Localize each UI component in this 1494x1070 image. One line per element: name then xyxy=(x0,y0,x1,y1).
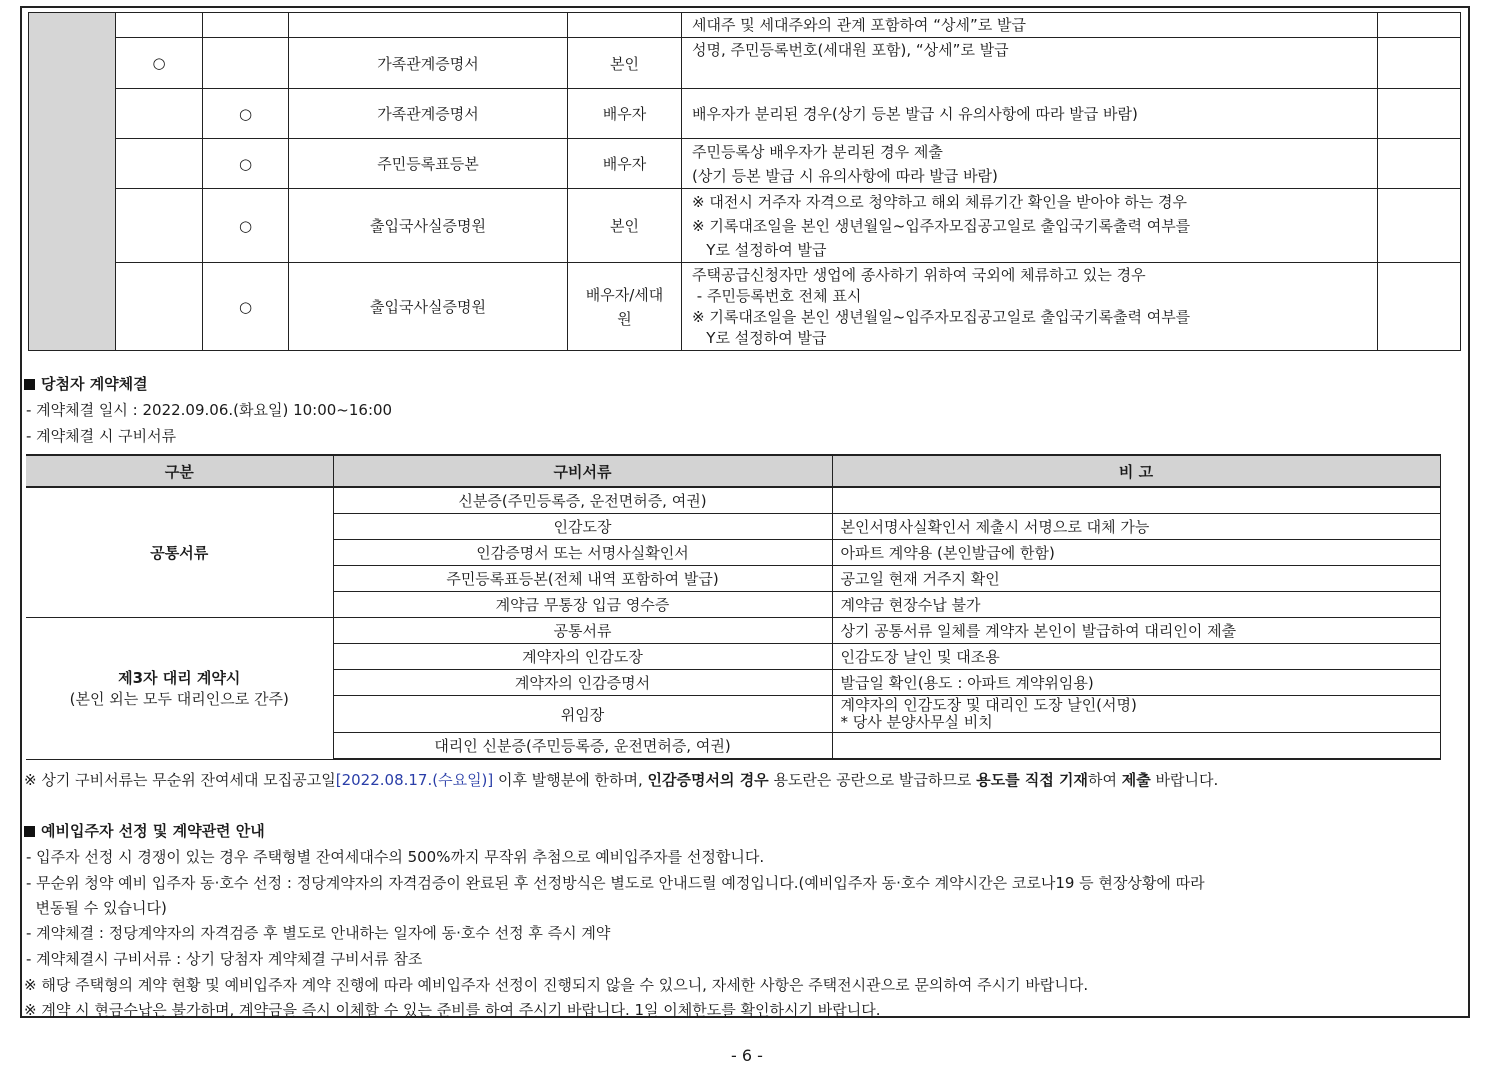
reserve-line: 변동될 수 있습니다) xyxy=(26,899,167,917)
table-row: 주민등록표등본(전체 내역 포함하여 발급) 공고일 현재 거주지 확인 xyxy=(26,566,1440,592)
note-cell: ※ 대전시 거주자 자격으로 청약하고 해외 체류기간 확인을 받아야 하는 경우 ※ 기록대조일을 본인 생년월일~입주자모집공고일로 출입국기록출력 여부를 Y로 설정하여 발급 xyxy=(682,189,1378,263)
required-documents-table xyxy=(28,12,1461,351)
page-number: - 6 - xyxy=(731,1046,763,1065)
reserve-line: - 계약체결시 구비서류 : 상기 당첨자 계약체결 구비서류 참조 xyxy=(26,950,423,968)
required-mark xyxy=(116,139,203,189)
group-common: 공통서류 xyxy=(26,487,333,618)
conditional-mark: ○ xyxy=(203,89,289,139)
table-header-row xyxy=(26,455,1440,487)
contract-footnote: ※ 상기 구비서류는 무순위 잔여세대 모집공고일[2022.08.17.(수요일)] 이후 발행분에 한하며, 인감증명서의 경우 용도란은 공란으로 발급하므로 용도를 직접 기재하여 제출 바랍니다. xyxy=(24,771,1219,789)
note-cell: 배우자가 분리된 경우(상기 등본 발급 시 유의사항에 따라 발급 바람) xyxy=(682,89,1378,139)
required-mark xyxy=(116,189,203,263)
table-row: 인감증명서 또는 서명사실확인서 아파트 계약용 (본인발급에 한함) xyxy=(26,540,1440,566)
group-proxy: 제3자 대리 계약시 (본인 외는 모두 대리인으로 간주) xyxy=(26,618,333,760)
document-name: 가족관계증명서 xyxy=(289,89,568,139)
table-row xyxy=(29,38,1461,89)
reserve-section-title: 예비입주자 선정 및 계약관련 안내 xyxy=(24,820,265,841)
subject: 본인 xyxy=(568,38,682,89)
reserve-line: - 입주자 선정 시 경쟁이 있는 경우 주택형별 잔여세대수의 500%까지 무작위 추첨으로 예비입주자를 선정합니다. xyxy=(26,848,765,866)
required-mark xyxy=(116,263,203,351)
table-row: 공통서류 신분증(주민등록증, 운전면허증, 여권) xyxy=(26,487,1440,514)
reserve-line: - 계약체결 : 정당계약자의 자격검증 후 별도로 안내하는 일자에 동·호수 선정 후 즉시 계약 xyxy=(26,924,611,942)
subject: 배우자/세대 원 xyxy=(568,263,682,351)
table-row: 제3자 대리 계약시 (본인 외는 모두 대리인으로 간주) 공통서류 상기 공통서류 일체를 계약자 본인이 발급하여 대리인이 제출 xyxy=(26,618,1440,644)
table-row: 계약자의 인감도장 인감도장 날인 및 대조용 xyxy=(26,644,1440,670)
reserve-line: - 무순위 청약 예비 입주자 동·호수 선정 : 정당계약자의 자격검증이 완료된 후 선정방식은 별도로 안내드릴 예정입니다.(예비입주자 동·호수 계약시간은 코로나19 등 현장상황에 따라 xyxy=(26,874,1205,892)
note-cell: 성명, 주민등록번호(세대원 포함), “상세”로 발급 xyxy=(682,38,1378,89)
table-row xyxy=(29,189,1461,263)
contract-date-line: - 계약체결 일시 : 2022.09.06.(화요일) 10:00~16:00 xyxy=(26,401,393,419)
table-row: 계약자의 인감증명서 발급일 확인(용도 : 아파트 계약위임용) xyxy=(26,670,1440,696)
header-category: 구분 xyxy=(26,455,333,487)
header-remarks: 비 고 xyxy=(832,455,1440,487)
document-name: 출입국사실증명원 xyxy=(289,263,568,351)
table-row: 계약금 무통장 입금 영수증 계약금 현장수납 불가 xyxy=(26,592,1440,618)
category-cell xyxy=(29,13,116,351)
note-cell: 주택공급신청자만 생업에 종사하기 위하여 국외에 체류하고 있는 경우 - 주민등록번호 전체 표시 ※ 기록대조일을 본인 생년월일~입주자모집공고일로 출입국기록출력 여부를 Y로 설정하여 발급 xyxy=(682,263,1378,351)
square-bullet-icon xyxy=(24,379,35,390)
square-bullet-icon xyxy=(24,826,35,837)
document-name: 가족관계증명서 xyxy=(289,38,568,89)
note-cell: 세대주 및 세대주와의 관계 포함하여 “상세”로 발급 xyxy=(682,13,1378,38)
reserve-note: ※ 계약 시 현금수납은 불가하며, 계약금을 즉시 이체할 수 있는 준비를 하여 주시기 바랍니다. 1일 이체한도를 확인하시기 바랍니다. xyxy=(24,1001,881,1019)
table-row xyxy=(29,139,1461,189)
contract-docs-line: - 계약체결 시 구비서류 xyxy=(26,427,177,445)
conditional-mark xyxy=(203,38,289,89)
table-row: 인감도장 본인서명사실확인서 제출시 서명으로 대체 가능 xyxy=(26,514,1440,540)
table-row: 위임장 계약자의 인감도장 및 대리인 도장 날인(서명) * 당사 분양사무실 비치 xyxy=(26,696,1440,733)
conditional-mark: ○ xyxy=(203,189,289,263)
note-cell: 주민등록상 배우자가 분리된 경우 제출 (상기 등본 발급 시 유의사항에 따라 발급 바람) xyxy=(682,139,1378,189)
page-frame xyxy=(20,6,1470,1018)
reserve-note: ※ 해당 주택형의 계약 현황 및 예비입주자 계약 진행에 따라 예비입주자 선정이 진행되지 않을 수 있으니, 자세한 사항은 주택전시관으로 문의하여 주시기 바랍니다. xyxy=(24,976,1089,994)
header-documents: 구비서류 xyxy=(333,455,832,487)
conditional-mark: ○ xyxy=(203,139,289,189)
required-mark xyxy=(116,89,203,139)
document-name: 출입국사실증명원 xyxy=(289,189,568,263)
table-row xyxy=(29,13,1461,38)
contract-section-title: 당첨자 계약체결 xyxy=(24,373,148,394)
subject: 본인 xyxy=(568,189,682,263)
contract-documents-table xyxy=(26,454,1441,760)
required-mark: ○ xyxy=(116,38,203,89)
table-row xyxy=(29,263,1461,351)
subject: 배우자 xyxy=(568,89,682,139)
conditional-mark: ○ xyxy=(203,263,289,351)
table-row: 대리인 신분증(주민등록증, 운전면허증, 여권) xyxy=(26,733,1440,760)
document-name: 주민등록표등본 xyxy=(289,139,568,189)
table-row xyxy=(29,89,1461,139)
subject: 배우자 xyxy=(568,139,682,189)
